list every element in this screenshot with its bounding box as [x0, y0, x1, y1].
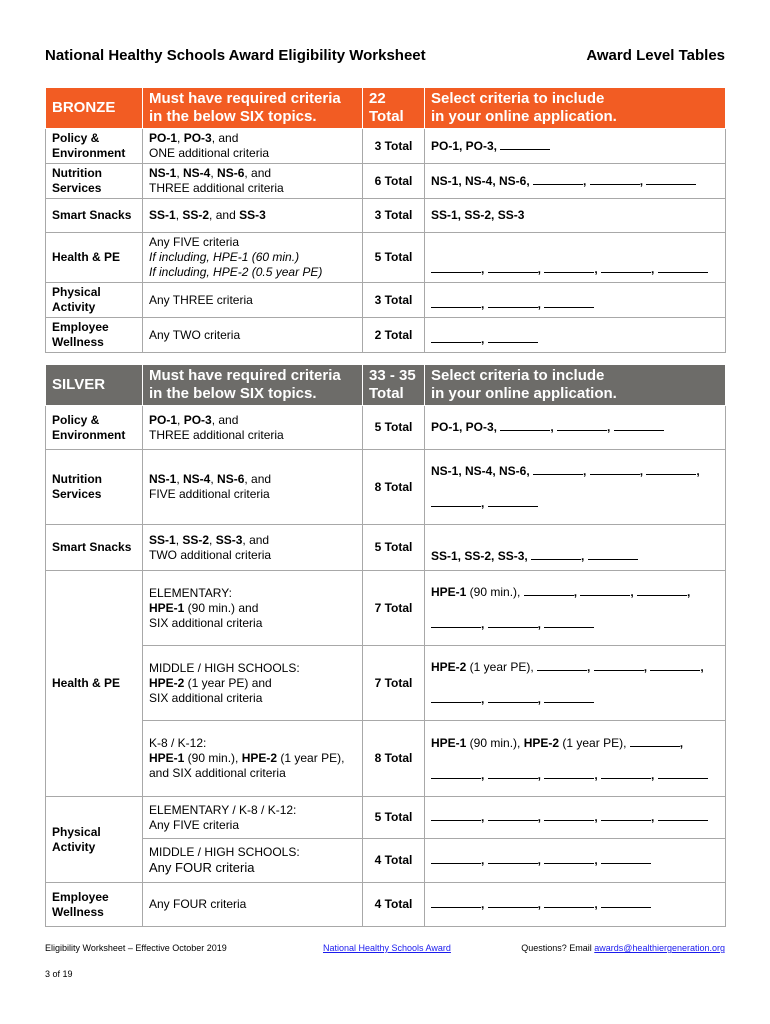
total-cell: 5 Total — [363, 797, 425, 839]
blank-line[interactable] — [531, 549, 581, 560]
criteria-cell: PO-1, PO-3, and ONE additional criteria — [143, 129, 363, 164]
selection-cell: PO-1, PO-3, — [425, 129, 726, 164]
table-row — [46, 199, 726, 233]
blank-line[interactable] — [488, 332, 538, 343]
bronze-required-header: Must have required criteria in the below SIX topics. — [143, 88, 363, 129]
blank-line[interactable] — [488, 496, 538, 507]
blank-line[interactable] — [544, 853, 594, 864]
blank-line[interactable] — [500, 420, 550, 431]
selection-cell: NS-1, NS-4, NS-6, , , , , — [425, 450, 726, 525]
blank-line[interactable] — [614, 420, 664, 431]
total-cell: 7 Total — [363, 646, 425, 721]
criteria-cell: MIDDLE / HIGH SCHOOLS: HPE-2 (1 year PE) and SIX additional criteria — [143, 646, 363, 721]
table-row — [46, 839, 726, 883]
selection-cell: HPE-1 (90 min.), , , , , , — [425, 571, 726, 646]
criteria-cell: K-8 / K-12: HPE-1 (90 min.), HPE-2 (1 year PE), and SIX additional criteria — [143, 721, 363, 797]
table-row — [46, 646, 726, 721]
table-row — [46, 571, 726, 646]
selection-cell: NS-1, NS-4, NS-6, , , — [425, 164, 726, 199]
criteria-cell: ELEMENTARY: HPE-1 (90 min.) and SIX additional criteria — [143, 571, 363, 646]
blank-line[interactable] — [431, 692, 481, 703]
blank-line[interactable] — [488, 262, 538, 273]
topic-label: Smart Snacks — [46, 525, 143, 571]
total-cell: 3 Total — [363, 283, 425, 318]
selection-cell: HPE-1 (90 min.), HPE-2 (1 year PE), , , , , , — [425, 721, 726, 797]
selection-cell: , , , , — [425, 233, 726, 283]
blank-line[interactable] — [646, 464, 696, 475]
selection-cell: SS-1, SS-2, SS-3 — [425, 199, 726, 233]
blank-line[interactable] — [601, 810, 651, 821]
blank-line[interactable] — [630, 736, 680, 747]
blank-line[interactable] — [590, 174, 640, 185]
blank-line[interactable] — [537, 660, 587, 671]
total-cell: 3 Total — [363, 129, 425, 164]
blank-line[interactable] — [544, 768, 594, 779]
blank-line[interactable] — [488, 768, 538, 779]
total-cell: 2 Total — [363, 318, 425, 353]
blank-line[interactable] — [431, 617, 481, 628]
total-cell: 6 Total — [363, 164, 425, 199]
blank-line[interactable] — [431, 297, 481, 308]
selection-cell: , , , — [425, 839, 726, 883]
bronze-total-header: 22 Total — [363, 88, 425, 129]
blank-line[interactable] — [650, 660, 700, 671]
table-row — [46, 721, 726, 797]
criteria-cell: MIDDLE / HIGH SCHOOLS: Any FOUR criteria — [143, 839, 363, 883]
blank-line[interactable] — [431, 810, 481, 821]
total-cell: 3 Total — [363, 199, 425, 233]
blank-line[interactable] — [500, 139, 550, 150]
topic-label: Smart Snacks — [46, 199, 143, 233]
blank-line[interactable] — [594, 660, 644, 671]
blank-line[interactable] — [658, 810, 708, 821]
table-row — [46, 883, 726, 927]
silver-table — [45, 364, 726, 927]
blank-line[interactable] — [524, 585, 574, 596]
blank-line[interactable] — [544, 897, 594, 908]
topic-label: Health & PE — [46, 571, 143, 797]
footer-award-link[interactable]: National Healthy Schools Award — [323, 943, 451, 953]
blank-line[interactable] — [544, 617, 594, 628]
total-cell: 8 Total — [363, 721, 425, 797]
blank-line[interactable] — [488, 853, 538, 864]
criteria-cell: SS-1, SS-2, and SS-3 — [143, 199, 363, 233]
table-row — [46, 406, 726, 450]
blank-line[interactable] — [488, 810, 538, 821]
criteria-cell: Any TWO criteria — [143, 318, 363, 353]
footer-questions: Questions? Email awards@healthiergeneration.org — [521, 943, 725, 953]
criteria-cell: Any THREE criteria — [143, 283, 363, 318]
total-cell: 4 Total — [363, 839, 425, 883]
selection-cell: , , , — [425, 883, 726, 927]
bronze-select-header: Select criteria to include in your online application. — [425, 88, 726, 129]
total-cell: 5 Total — [363, 525, 425, 571]
blank-line[interactable] — [544, 262, 594, 273]
section-title: Award Level Tables — [586, 47, 725, 64]
table-row — [46, 233, 726, 283]
criteria-cell: ELEMENTARY / K-8 / K-12: Any FIVE criteria — [143, 797, 363, 839]
bronze-table — [45, 87, 726, 353]
blank-line[interactable] — [637, 585, 687, 596]
blank-line[interactable] — [431, 496, 481, 507]
total-cell: 5 Total — [363, 406, 425, 450]
table-row — [46, 450, 726, 525]
blank-line[interactable] — [488, 297, 538, 308]
blank-line[interactable] — [588, 549, 638, 560]
page-title: National Healthy Schools Award Eligibility Worksheet — [45, 47, 426, 64]
silver-level-label: SILVER — [46, 365, 143, 406]
table-row — [46, 164, 726, 199]
blank-line[interactable] — [431, 332, 481, 343]
topic-label: Physical Activity — [46, 797, 143, 883]
blank-line[interactable] — [544, 692, 594, 703]
blank-line[interactable] — [488, 617, 538, 628]
selection-cell: HPE-2 (1 year PE), , , , , , — [425, 646, 726, 721]
silver-select-header: Select criteria to include in your online application. — [425, 365, 726, 406]
selection-cell: , — [425, 318, 726, 353]
blank-line[interactable] — [601, 262, 651, 273]
topic-label: Nutrition Services — [46, 450, 143, 525]
total-cell: 5 Total — [363, 233, 425, 283]
blank-line[interactable] — [544, 297, 594, 308]
topic-label: Health & PE — [46, 233, 143, 283]
blank-line[interactable] — [533, 464, 583, 475]
blank-line[interactable] — [431, 262, 481, 273]
table-row — [46, 797, 726, 839]
blank-line[interactable] — [601, 897, 651, 908]
topic-label: Employee Wellness — [46, 318, 143, 353]
topic-label: Physical Activity — [46, 283, 143, 318]
topic-label: Nutrition Services — [46, 164, 143, 199]
table-row — [46, 525, 726, 571]
topic-label: Policy & Environment — [46, 406, 143, 450]
criteria-cell: NS-1, NS-4, NS-6, and THREE additional criteria — [143, 164, 363, 199]
criteria-cell: Any FOUR criteria — [143, 883, 363, 927]
criteria-cell: NS-1, NS-4, NS-6, and FIVE additional criteria — [143, 450, 363, 525]
selection-cell: , , , , — [425, 797, 726, 839]
silver-required-header: Must have required criteria in the below SIX topics. — [143, 365, 363, 406]
selection-cell: , , — [425, 283, 726, 318]
blank-line[interactable] — [658, 768, 708, 779]
table-row — [46, 318, 726, 353]
bronze-level-label: BRONZE — [46, 88, 143, 129]
criteria-cell: SS-1, SS-2, SS-3, and TWO additional criteria — [143, 525, 363, 571]
table-row — [46, 129, 726, 164]
footer-award-link-wrap — [323, 943, 451, 953]
blank-line[interactable] — [488, 897, 538, 908]
blank-line[interactable] — [488, 692, 538, 703]
footer-email-link[interactable]: awards@healthiergeneration.org — [594, 943, 725, 953]
topic-label: Employee Wellness — [46, 883, 143, 927]
topic-label: Policy & Environment — [46, 129, 143, 164]
blank-line[interactable] — [557, 420, 607, 431]
page-number: 3 of 19 — [45, 969, 73, 979]
blank-line[interactable] — [601, 853, 651, 864]
selection-cell: PO-1, PO-3, , , — [425, 406, 726, 450]
blank-line[interactable] — [601, 768, 651, 779]
silver-total-header: 33 - 35 Total — [363, 365, 425, 406]
table-row — [46, 283, 726, 318]
criteria-cell: PO-1, PO-3, and THREE additional criteria — [143, 406, 363, 450]
selection-cell: SS-1, SS-2, SS-3, , — [425, 525, 726, 571]
blank-line[interactable] — [431, 768, 481, 779]
total-cell: 7 Total — [363, 571, 425, 646]
blank-line[interactable] — [544, 810, 594, 821]
criteria-cell: Any FIVE criteria If including, HPE-1 (60 min.) If including, HPE-2 (0.5 year PE) — [143, 233, 363, 283]
footer-effective-date: Eligibility Worksheet – Effective October 2019 — [45, 943, 227, 953]
total-cell: 8 Total — [363, 450, 425, 525]
blank-line[interactable] — [646, 174, 696, 185]
blank-line[interactable] — [431, 897, 481, 908]
blank-line[interactable] — [590, 464, 640, 475]
blank-line[interactable] — [658, 262, 708, 273]
blank-line[interactable] — [431, 853, 481, 864]
total-cell: 4 Total — [363, 883, 425, 927]
blank-line[interactable] — [580, 585, 630, 596]
blank-line[interactable] — [533, 174, 583, 185]
